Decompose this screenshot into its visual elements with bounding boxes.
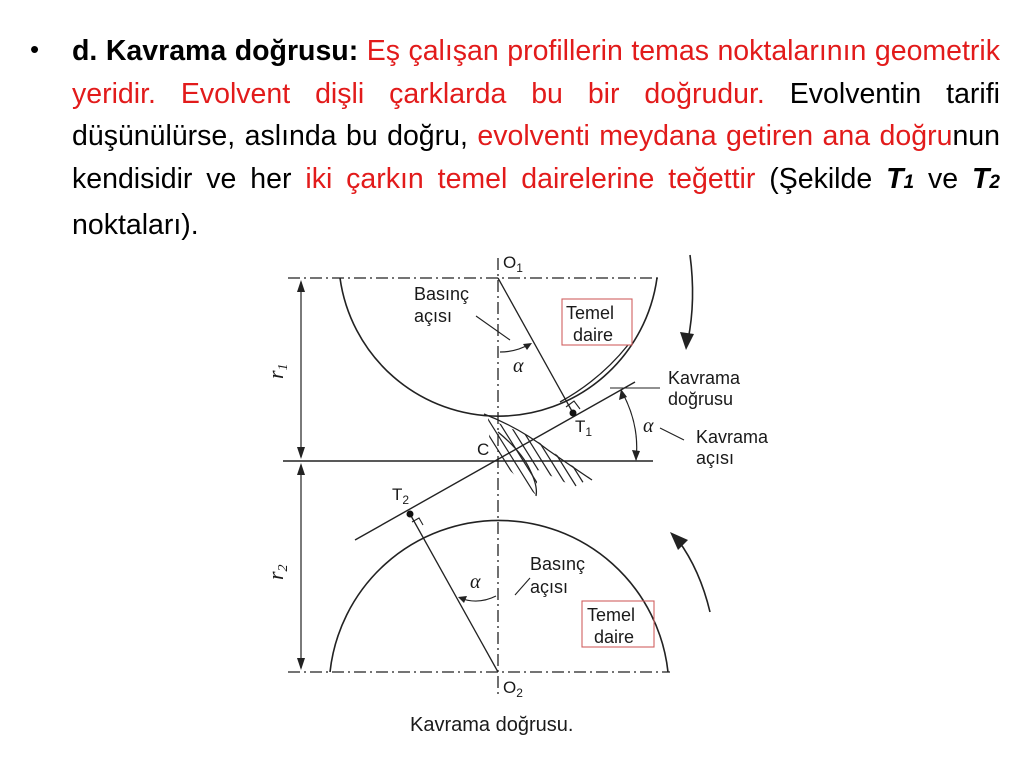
explanation-text-2: nun kendisidir ve her (72, 120, 1000, 195)
explanation-text-1: Evolventin tarifi düşünülürse, aslında bu doğru, (72, 77, 1000, 152)
kavrama-angle-label-1: Kavrama (696, 427, 769, 447)
right-angle-t2 (412, 518, 423, 525)
upper-base-circle (560, 345, 628, 402)
leader-basinc-lower (515, 578, 530, 595)
r1-label: r1 (263, 363, 291, 379)
t1-subscript: 1 (903, 171, 915, 193)
alpha-label-lower: α (470, 571, 481, 593)
tangent-text: iki çarkın temel dairelerine teğettir (305, 162, 756, 195)
t2-subscript: 2 (989, 171, 1000, 193)
t2-label: $T_2$ (392, 485, 410, 507)
lower-rotation-arc (678, 540, 710, 612)
upper-rotation-arrow-icon (680, 332, 694, 350)
leader-kavrama-angle (660, 428, 684, 440)
temel-label-upper-2: daire (573, 325, 614, 345)
t2-letter: T (971, 162, 990, 195)
t1-letter: T (886, 162, 904, 195)
temel-label-upper-1: Temel (566, 303, 615, 323)
alpha-label-right: α (643, 415, 654, 437)
r2-label: r2 (263, 564, 291, 580)
figure-reference-open: (Şekilde (769, 162, 873, 195)
radius-o2-t2 (410, 514, 498, 672)
kavrama-angle-label-2: açısı (696, 448, 735, 468)
temel-label-lower-2: daire (594, 627, 635, 647)
basinc-label-upper-1: Basınç (414, 284, 470, 304)
pressure-angle-arrow-bottom (632, 450, 640, 461)
generating-line-text: evolventi meydana getiren ana doğru (477, 120, 953, 152)
figure-reference-close: noktaları). (72, 209, 199, 241)
right-angle-t1 (566, 401, 580, 409)
kavrama-line-label-1: Kavrama (668, 368, 741, 388)
term-label: d. Kavrama doğrusu: (72, 35, 359, 67)
r1-arrow-top (297, 280, 305, 292)
leader-basinc-upper (476, 316, 510, 340)
basinc-label-lower-1: Basınç (530, 554, 586, 574)
kavrama-line-label-2: doğrusu (668, 389, 734, 409)
o2-label: $O_2$ (503, 678, 523, 700)
basinc-label-lower-2: açısı (530, 577, 569, 597)
r1-arrow-bottom (297, 447, 305, 459)
tooth-hatching (470, 398, 608, 500)
lower-rotation-arrow-icon (670, 532, 688, 550)
figure-caption: Kavrama doğrusu. (410, 714, 574, 736)
conjunction-text: ve (927, 162, 959, 195)
temel-label-lower-1: Temel (587, 605, 636, 625)
bullet-marker: • (30, 34, 40, 64)
o1-label: $O_1$ (503, 253, 523, 275)
definition-text: Eş çalışan profillerin temas noktalarının geometrik yeridir. Evolvent dişli çarklarda bu bir doğrudur. (72, 35, 1001, 110)
pressure-angle-arc (622, 392, 637, 460)
t2-point (407, 511, 414, 518)
lower-pitch-circle (330, 520, 668, 672)
t1-label: $T_1$ (575, 417, 593, 439)
upper-rotation-arc (688, 255, 693, 340)
r2-arrow-bottom (297, 658, 305, 670)
t1-point (570, 410, 577, 417)
basinc-label-upper-2: açısı (414, 306, 453, 326)
alpha-label-upper: α (513, 355, 524, 377)
r2-arrow-top (297, 463, 305, 475)
c-label: C (477, 440, 490, 459)
